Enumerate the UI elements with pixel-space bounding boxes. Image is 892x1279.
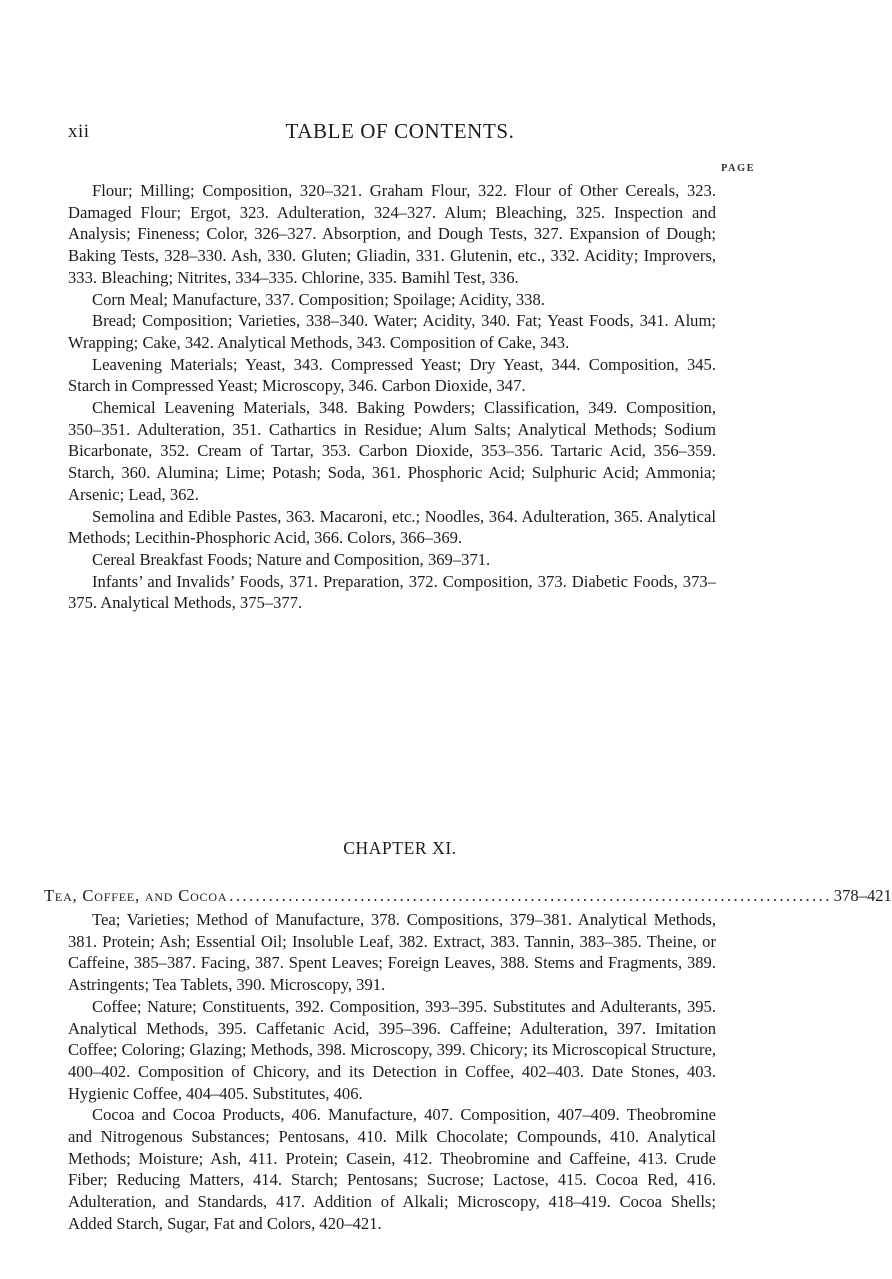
toc-entry-title: Tea, Coffee, and Cocoa — [44, 886, 228, 905]
toc-paragraph-chemical-leavening: Chemical Leavening Materials, 348. Baking Powders; Classification, 349. Composition, 350–351. Adulteration, 351. Cathartics in Residue; Alum Salts; Analytical Methods; Sodium Bicarbonate, 352. Cream of Tartar, 353. Carbon Dioxide, 353–356. Tartaric Acid, 356–359. Starch, 360. Alumina; Lime; Potash; Soda, 361. Phosphoric Acid; Sulphuric Acid; Ammonia; Arsenic; Lead, 362. — [68, 398, 716, 504]
toc-paragraph-tea: Tea; Varieties; Method of Manufacture, 378. Compositions, 379–381. Analytical Methods, 381. Protein; Ash; Essential Oil; Insoluble Leaf, 382. Extract, 383. Tannin, 383–385. Theine, or Caffeine, 385–387. Facing, 387. Spent Leaves; Foreign Leaves, 388. Stems and Fragments, 389. Astringents; Tea Tablets, 390. Microscopy, 391. — [68, 910, 716, 995]
toc-paragraph-cocoa: Cocoa and Cocoa Products, 406. Manufacture, 407. Composition, 407–409. Theobromine and Nitrogenous Substances; Pentosans, 410. Milk Chocolate; Compounds, 410. Analytical Methods; Moisture; Ash, 411. Protein; Casein, 412. Theobromine and Caffeine, 413. Crude Fiber; Reducing Matters, 414. Starch; Pentosans; Sucrose; Lactose, 415. Cocoa Red, 416. Adulteration, and Standards, 417. Addition of Alkali; Microscopy, 418–419. Cocoa Shells; Added Starch, Sugar, Fat and Colors, 420–421. — [68, 1105, 716, 1233]
chapter-heading: CHAPTER XI. — [343, 838, 457, 858]
toc-paragraph-bread: Bread; Composition; Varieties, 338–340. Water; Acidity, 340. Fat; Yeast Foods, 341. Alum; Wrapping; Cake, 342. Analytical Methods, 343. Composition of Cake, 343. — [68, 311, 716, 352]
running-head: TABLE OF CONTENTS. — [285, 119, 515, 143]
toc-paragraph-corn-meal: Corn Meal; Manufacture, 337. Composition; Spoilage; Acidity, 338. — [92, 289, 545, 309]
toc-paragraph-breakfast-foods: Cereal Breakfast Foods; Nature and Composition, 369–371. — [92, 549, 491, 569]
toc-entry-pages: 378–421 — [833, 886, 892, 905]
toc-entry-leader: ............................................................................................ — [229, 886, 832, 905]
toc-paragraph-semolina: Semolina and Edible Pastes, 363. Macaroni, etc.; Noodles, 364. Adulteration, 365. Analytical Methods; Lecithin-Phosphoric Acid, 366. Colors, 366–369. — [68, 506, 716, 548]
toc-paragraph-flour: Flour; Milling; Composition, 320–321. Graham Flour, 322. Flour of Other Cereals, 323. Damaged Flour; Ergot, 323. Adulteration, 324–327. Alum; Bleaching, 325. Inspection and Analysis; Fineness; Color, 326–327. Absorption, and Dough Tests, 327. Expansion of Dough; Baking Tests, 328–330. Ash, 330. Gluten; Gliadin, 331. Glutenin, etc., 332. Acidity; Improvers, 333. Bleaching; Nitrites, 334–335. Chlorine, 335. Bamihl Test, 336. — [68, 181, 716, 287]
toc-entry-tea-coffee-cocoa — [44, 885, 892, 907]
toc-paragraph-leavening: Leavening Materials; Yeast, 343. Compressed Yeast; Dry Yeast, 344. Composition, 345. Starch in Compressed Yeast; Microscopy, 346. Carbon Dioxide, 347. — [68, 354, 716, 396]
chapter-x-continued-section — [68, 180, 716, 614]
toc-paragraph-coffee: Coffee; Nature; Constituents, 392. Composition, 393–395. Substitutes and Adulterants, 395. Analytical Methods, 395. Caffetanic Acid, 395–396. Caffeine; Adulteration, 397. Imitation Coffee; Coloring; Glazing; Methods, 398. Microscopy, 399. Chicory; its Microscopical Structure, 400–402. Composition of Chicory, and its Detection in Coffee, 402–403. Date Stones, 403. Hygienic Coffee, 404–405. Substitutes, 406. — [68, 996, 716, 1103]
page-number: xii — [68, 121, 90, 142]
toc-paragraph-infants-foods: Infants’ and Invalids’ Foods, 371. Preparation, 372. Composition, 373. Diabetic Foods, 373–375. Analytical Methods, 375–377. — [68, 571, 716, 613]
page-column-label: PAGE — [721, 163, 755, 174]
chapter-xi-section — [68, 909, 716, 1235]
